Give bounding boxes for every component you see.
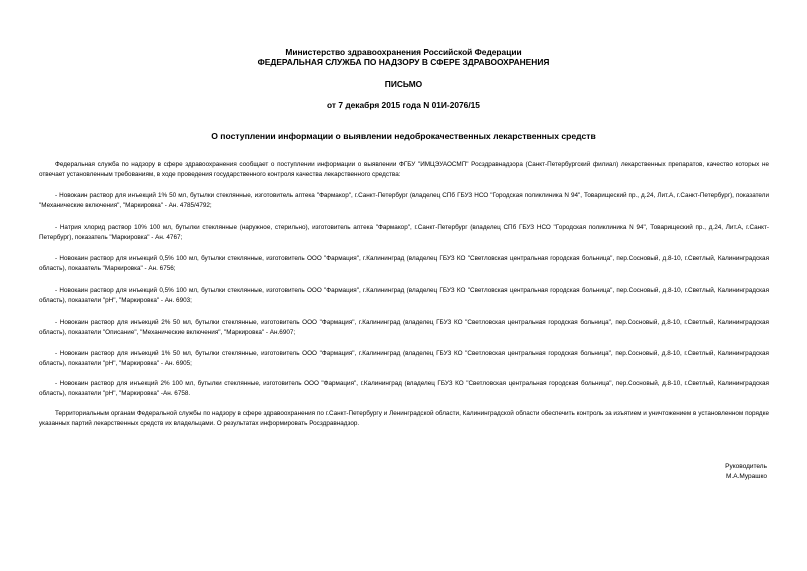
signatory-name: М.А.Мурашко [725, 473, 767, 480]
list-item: - Новокаин раствор для инъекций 1% 50 мл, бутылки стеклянные, изготовитель ООО "Фармация", г.Калининград (владелец ГБУЗ КО "Светловская центральная городская больница", пер.Сосновый, д.8-10, г.Светлый, Калининградская область), показатели "рН", "Маркировка" - Ан. 6905; [39, 350, 769, 367]
list-item: - Новокаин раствор для инъекций 2% 50 мл, бутылки стеклянные, изготовитель ООО "Фармация", г.Калининград (владелец ГБУЗ КО "Светловская центральная городская больница", пер.Сосновый, д.8-10, г.Светлый, Калининградская область), показатели "Описание", "Механические включения", "Маркировка" - Ан.6907; [39, 319, 769, 336]
signatory-title: Руководитель [725, 463, 767, 470]
list-item: - Новокаин раствор для инъекций 2% 100 мл, бутылки стеклянные, изготовитель ООО "Фармация", г.Калининград (владелец ГБУЗ КО "Светловская центральная городская больница", пер.Сосновый, д.8-10, г.Светлый, Калининградская область), показатели "рН", "Маркировка" -Ан. 6758. [39, 380, 769, 397]
document-type: ПИСЬМО [384, 79, 423, 89]
ministry-name: Министерство здравоохранения Российской Федерации [285, 47, 522, 57]
document-subject: О поступлении информации о выявлении недоброкачественных лекарственных средств [211, 131, 596, 141]
intro-paragraph: Федеральная служба по надзору в сфере здравоохранения сообщает о поступлении информации о выявлении ФГБУ "ИМЦЭУАОСМП" Росздравнадзора (Санкт-Петербургский филиал) лекарственных препаратов, качество которых не отвечает установленным требованиям, в ходе проведения государственного контроля качества лекарственного средства: [39, 161, 769, 178]
list-item: - Натрия хлорид раствор 10% 100 мл, бутылки стеклянные (наружное, стерильно), изготовитель аптека "Фармакор", г.Санкт-Петербург (владелец СПб ГБУЗ НСО "Городская поликлиника N 94", Товарищеский пр., д.24, Лит.А, г.Санкт-Петербург), показатель "Маркировка" - Ан. 4767; [39, 224, 769, 241]
document-date-number: от 7 декабря 2015 года N 01И-2076/15 [327, 100, 480, 110]
closing-paragraph: Территориальным органам Федеральной службы по надзору в сфере здравоохранения по г.Санкт-Петербургу и Ленинградской области, Калининградской области обеспечить контроль за изъятием и уничтожением в установленном порядке указанных партий лекарственных средств их владельцами. О результатах информировать Росздравнадзор. [39, 410, 769, 427]
service-name: ФЕДЕРАЛЬНАЯ СЛУЖБА ПО НАДЗОРУ В СФЕРЕ ЗДРАВООХРАНЕНИЯ [257, 57, 550, 67]
list-item: - Новокаин раствор для инъекций 0,5% 100 мл, бутылки стеклянные, изготовитель ООО "Фармация", г.Калининград (владелец ГБУЗ КО "Светловская центральная городская больница", пер.Сосновый, д.8-10, г.Светлый, Калининградская область), показатель "Маркировка" - Ан. 6756; [39, 255, 769, 272]
list-item: - Новокаин раствор для инъекций 1% 50 мл, бутылки стеклянные, изготовитель аптека "Фармакор", г.Санкт-Петербург (владелец СПб ГБУЗ НСО "Городская поликлиника N 94", Товарищеский пр., д.24, Лит.А, г.Санкт-Петербург), показатели "Механические включения", "Маркировка" - Ан. 4785/4792; [39, 192, 769, 209]
list-item: - Новокаин раствор для инъекций 0,5% 100 мл, бутылки стеклянные, изготовитель ООО "Фармация", г.Калининград (владелец ГБУЗ КО "Светловская центральная городская больница", пер.Сосновый, д.8-10, г.Светлый, Калининградская область), показатели "рН", "Маркировка" - Ан. 6903; [39, 287, 769, 304]
